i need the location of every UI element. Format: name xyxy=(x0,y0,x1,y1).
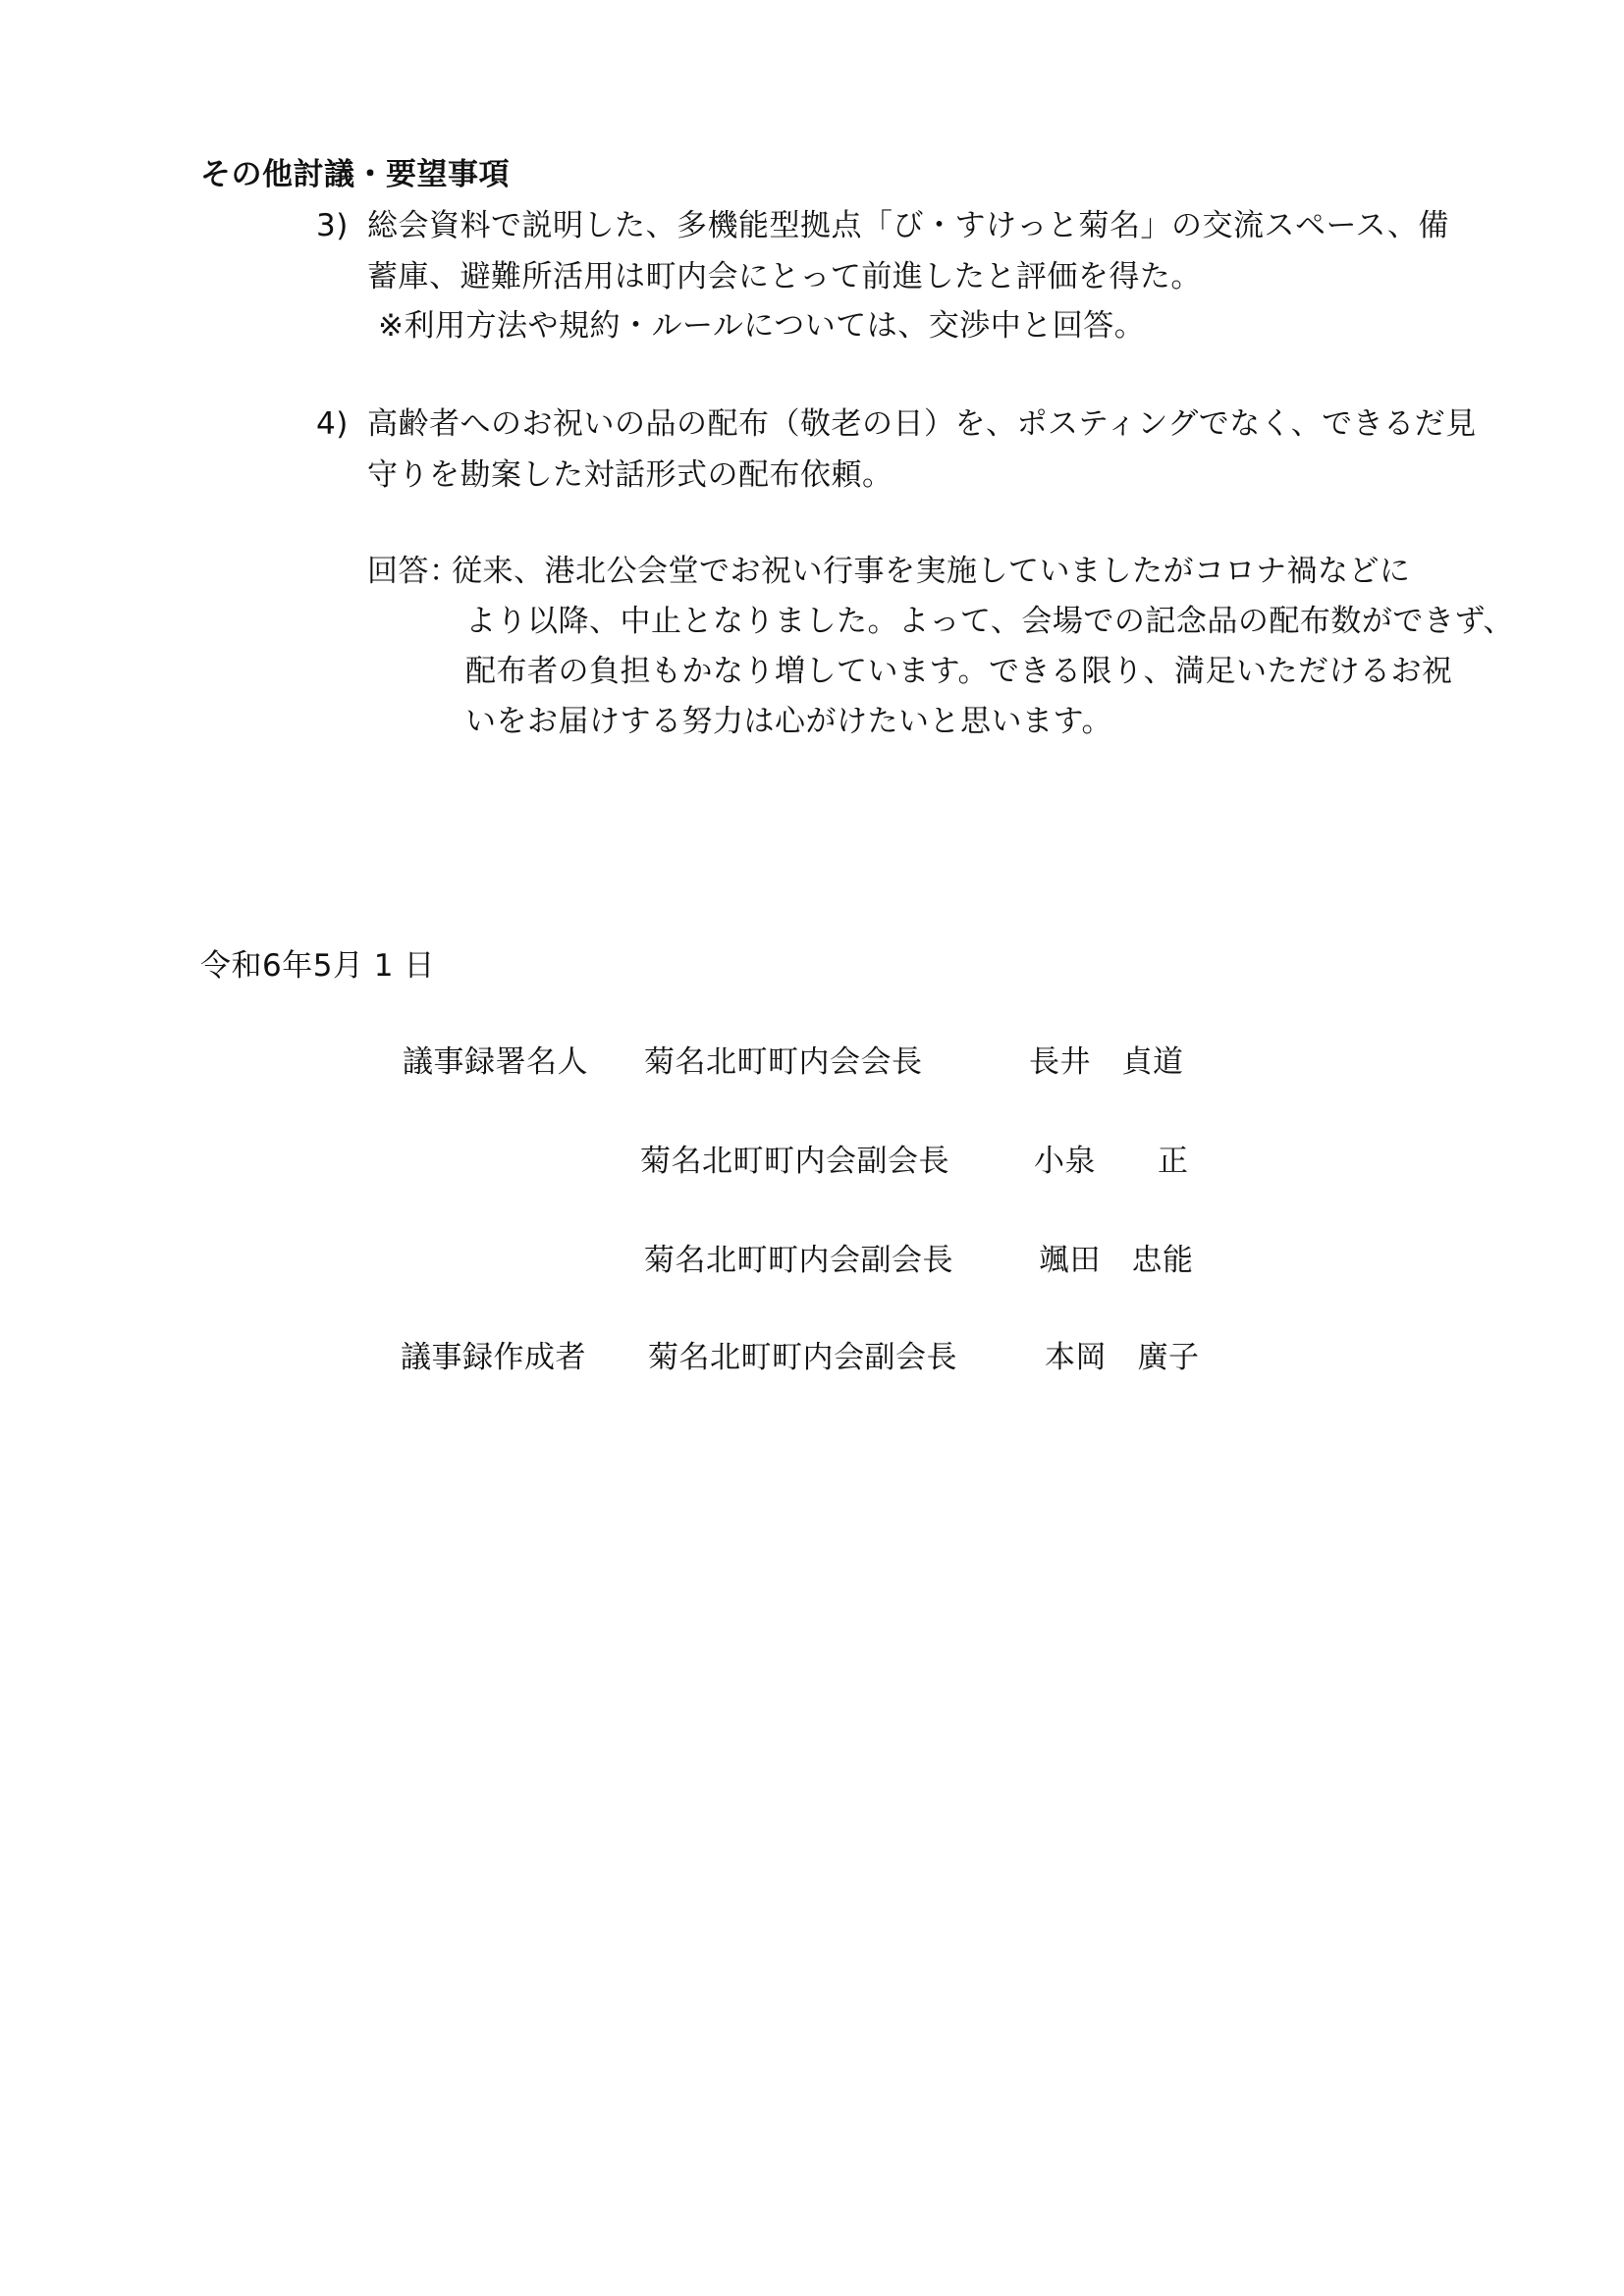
signature-org: 菊名北町町内会副会長 xyxy=(648,1340,957,1375)
signature-role: 議事録署名人 xyxy=(403,1044,588,1080)
item-number-3: 3) xyxy=(316,208,349,243)
signature-name: 颯田 忠能 xyxy=(1039,1243,1194,1278)
signature-name: 本岡 廣子 xyxy=(1045,1340,1200,1375)
item-3-note: ※利用方法や規約・ルールについては、交渉中と回答。 xyxy=(378,308,1146,344)
signature-org: 菊名北町町内会副会長 xyxy=(644,1243,953,1278)
signature-name: 小泉 正 xyxy=(1034,1144,1189,1179)
section-heading: その他討議・要望事項 xyxy=(200,157,510,192)
document-date: 令和6年5月 1 日 xyxy=(200,948,435,984)
answer-label: 回答： xyxy=(367,554,460,589)
signature-org: 菊名北町町内会会長 xyxy=(644,1044,923,1080)
signature-role: 議事録作成者 xyxy=(401,1340,586,1375)
answer-line-4: いをお届けする努力は心がけたいと思います。 xyxy=(465,704,1113,739)
item-3-line-1: 総会資料で説明した、多機能型拠点「び・すけっと菊名」の交流スペース、備 xyxy=(367,208,1449,243)
item-4-line-1: 高齢者へのお祝いの品の配布（敬老の日）を、ポスティングでなく、できるだ見 xyxy=(367,406,1477,442)
signature-org: 菊名北町町内会副会長 xyxy=(640,1144,949,1179)
item-3-line-2: 蓄庫、避難所活用は町内会にとって前進したと評価を得た。 xyxy=(367,259,1202,294)
answer-line-1: 従来、港北公会堂でお祝い行事を実施していましたがコロナ禍などに xyxy=(452,554,1411,589)
signature-name: 長井 貞道 xyxy=(1029,1044,1184,1080)
answer-line-2: より以降、中止となりました。よって、会場での記念品の配布数ができず、 xyxy=(465,604,1514,639)
item-number-4: 4) xyxy=(316,406,349,442)
answer-line-3: 配布者の負担もかなり増しています。できる限り、満足いただけるお祝 xyxy=(465,654,1453,689)
item-4-line-2: 守りを勘案した対話形式の配布依頼。 xyxy=(367,457,893,493)
